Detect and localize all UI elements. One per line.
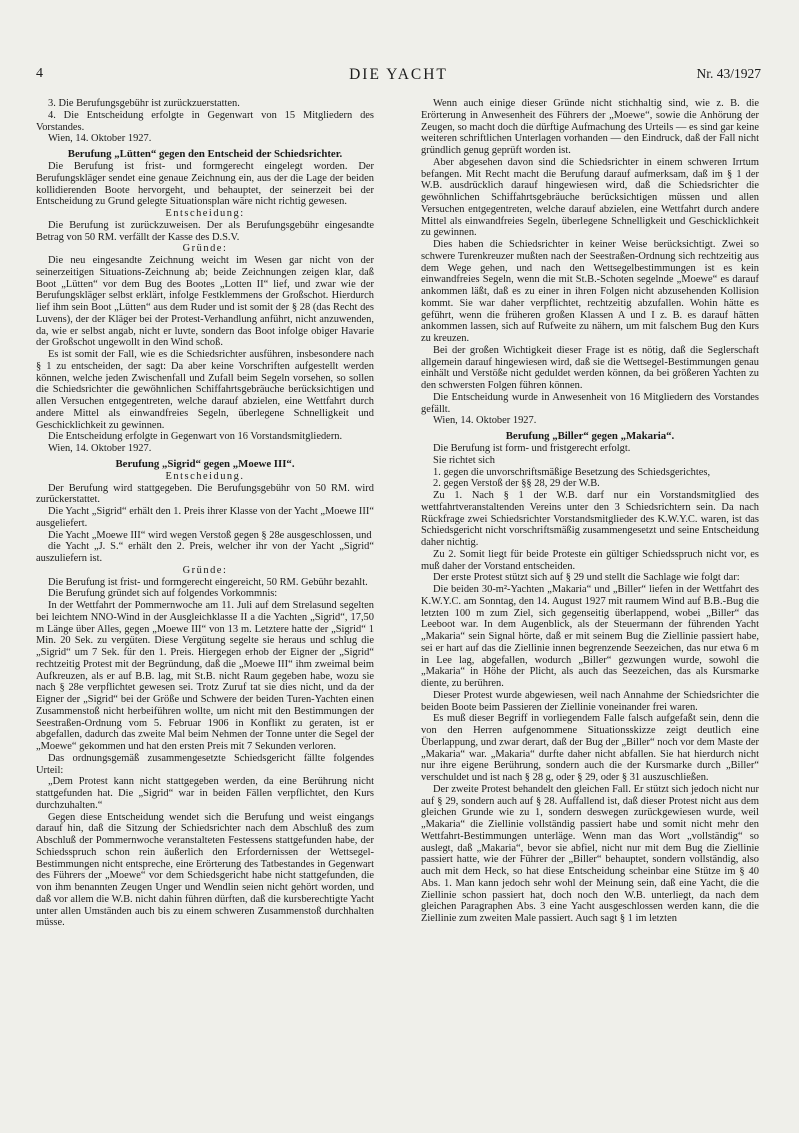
right-column (421, 98, 759, 1103)
paragraph: Wien, 14. Oktober 1927. (48, 443, 152, 454)
paragraph: Wien, 14. Oktober 1927. (48, 133, 152, 145)
paragraph: 3. Die Berufungsgebühr ist zurückzuerstatten. (48, 98, 240, 109)
paragraph: Dieser Protest wurde abgewiesen, weil nach Annahme der Schiedsrichter die beiden Boote beim Passieren der Ziellinie voneinander frei waren. (421, 689, 759, 713)
paragraph: Die Berufung ist zurückzuweisen. Der als Berufungsgebühr eingesandte Betrag von 50 RM. verfällt der Kasse des D.S.V. (36, 219, 374, 243)
paragraph: Es ist somit der Fall, wie es die Schiedsrichter ausführen, insbesondere nach § 1 zu entscheiden, der sagt: Da aber keine Vorschriften aufgestellt werden können, welche jeden Zwischenfall und Zufall beim Segeln vorsehen, so sollen die Schiedsrichter die gewöhnlichen Schiffahrtsgebräuche berücksichtigen und allen Versuchen entgegentreten, welche darauf abzielen, eine Wettfahrt durch andere Mittel als einwandfreies Segeln, überlegene Schnelligkeit und Geschicklichkeit zu gewinnen. (36, 349, 374, 431)
paragraph: Zu 2. Somit liegt für beide Proteste ein gültiger Schiedsspruch nicht vor, es muß daher der Vorstand entscheiden. (421, 548, 759, 572)
paragraph: Die Berufung gründet sich auf folgendes Vorkommnis: (48, 588, 278, 600)
paragraph: Die Entscheidung erfolgte in Gegenwart von 16 Vorstandsmitgliedern. (48, 431, 343, 443)
paragraph: Der zweite Protest behandelt den gleichen Fall. Er stützt sich jedoch nicht nur auf § 29, sondern auch auf § 28. Auffallend ist, daß dieser Protest nicht aus dem gleichen Grunde wie zu 1, sondern deswegen zurückgewiesen wurde, weil „Makaria“ die Ziellinie vollständig passiert habe und somit nicht mehr den Wettfahrt-Bestimmungen unterläge. Wenn man das Wort „vollständig“ so auslegt, daß „Makaria“, bevor sie abfiel, nicht nur mit dem Bug die Ziellinie passiert hatte, wie der Führer der „Biller“ behauptet, sondern vollständig, also auch mit dem Heck, so hat diese Entscheidung scheinbar eine Stütze im § 40 Abs. 1. Man kann jedoch sehr wohl der Meinung sein, daß eine Yacht, die die Ziellinie schon passiert hat, doch noch den W.B. unterliegt, da nach dem gleichen Paragraphen Abs. 3 eine Yacht ausgeschlossen werden kann, die die Ziellinie zum zweiten Male passiert. Auch sagt § 1 im letzten (421, 783, 759, 924)
paragraph: Die Yacht „Moewe III“ wird wegen Verstoß gegen § 28e ausgeschlossen, und (48, 529, 372, 541)
section-heading: Berufung „Biller“ gegen „Makaria“. (505, 430, 675, 442)
section-label: Entscheidung. (165, 470, 245, 482)
page-number: 4 (36, 66, 43, 81)
list-item: 1. gegen die unvorschriftsmäßige Besetzung des Schiedsgerichtes, (433, 466, 711, 478)
section-label: Gründe: (182, 564, 228, 576)
page-header (36, 66, 761, 86)
paragraph: Das ordnungsgemäß zusammengesetzte Schiedsgericht fällte folgendes Urteil: (36, 752, 374, 776)
paragraph: In der Wettfahrt der Pommernwoche am 11. Juli auf dem Strelasund segelten bei leichtem NNO-Wind in der Ausgleichklasse II a die Yachten „Sigrid“, 17,50 m Länge über Alles, gegen „Moewe III“ von 13 m. Letztere hatte der „Sigrid“ 1 Min. 20 Sek. zu vergüten. Diese Vergütung segelte sie heraus und schlug die „Sigrid“ um 7 Sek. für den 1. Preis. Hiergegen erhob der Eigner der „Sigrid“ rechtzeitig Protest mit der Begründung, daß die „Moewe III“ ihm zweimal beim Aufkreuzen, als er auf B.B. lag, mit St.B. nicht Raum gegeben habe, wozu sie nach § 28e verpflichtet gewesen sei. Trotz Zuruf tat sie dies nicht, und da der Eigner der „Sigrid“ bei der Größe und Schwere der beiden Turen-Yachten einen Zusammenstoß nicht herbeiführen wollte, um nicht mit den Bestimmungen der Seestraßen-Ordnung vom 5. Februar 1906 in Konflikt zu geraten, ist er abgefallen, dadurch das zweite Mal beim Nehmen der Tonne unter die Segel der „Moewe“ gekommen und hat den ersten Preis mit 7 Sekunden verloren. (36, 600, 374, 752)
list-item: 2. gegen Verstoß der §§ 28, 29 der W.B. (433, 478, 600, 490)
paragraph: Die beiden 30-m²-Yachten „Makaria“ und „Biller“ liefen in der Wettfahrt des K.W.Y.C. am Sonntag, den 14. August 1927 mit raumem Wind auf B.B.-Bug die letzten 100 m zum Ziel, sich gegenseitig überlappend, wobei „Biller“ das Leeboot war. In dem Augenblick, als der Steuermann der führenden Yacht „Makaria“ sein Signal hörte, daß er mit seinem Bug die Ziellinie passiert habe, sei er hart auf das die Ziellinie innen begrenzende Seezeichen, das nur etwa 6 m in Lee lag, abgefallen, wodurch „Biller“ gezwungen wurde, sowohl die „Makaria“ in Höhe der Plicht, als auch das Seezeichen, das als Kursmarke diente, zu berühren. (421, 584, 759, 689)
paragraph: Sie richtet sich (433, 454, 496, 466)
section-heading: Berufung „Lütten“ gegen den Entscheid der Schiedsrichter. (67, 148, 343, 160)
section-label: Gründe: (182, 243, 228, 255)
paragraph: Dies haben die Schiedsrichter in keiner Weise berücksichtigt. Zwei so schwere Turenkreuzer mußten nach der Seestraßen-Ordnung sich rechtzeitig aus dem Wege gehen, und nach den Wettsegelbestimmungen ist es kein einwandfreies Segeln, wenn die mit St.B.-Schoten segelnde „Moewe“ es darauf ankommen läßt, daß es zu einer in ihren Folgen nicht abzusehenden Kollision kommt. Sie war daher verpflichtet, rechtzeitig abzufallen. Wohin hätte es geführt, wenn die früheren großen Klassen A und I z. B. es darauf hätten ankommen lassen, sich auf Rufweite zu nähern, um mit falschem Bug den Kurs zu kreuzen. (421, 239, 759, 344)
paragraph: die Yacht „J. S.“ erhält den 2. Preis, welcher ihr von der Yacht „Sigrid“ auszuliefern ist. (36, 541, 374, 564)
paragraph: Wenn auch einige dieser Gründe nicht stichhaltig sind, wie z. B. die Erörterung in Anwesenheit des Führers der „Moewe“, sowie die Anhörung der Zeugen, so macht doch die dürftige Aufmachung des Urteils — es sind gar keine weiteren schriftlichen Unterlagen vorhanden — den Eindruck, daß der Fall nicht gründlich genug geprüft worden ist. (421, 98, 759, 156)
issue-number: Nr. 43/1927 (696, 66, 761, 81)
paragraph: „Dem Protest kann nicht stattgegeben werden, da eine Berührung nicht stattgefunden hat. Die „Sigrid“ war in beiden Fällen verpflichtet, den Kurs durchzuhalten.“ (36, 776, 374, 811)
paragraph: Die Berufung ist frist- und formgerecht eingelegt worden. Der Berufungskläger sendet eine genaue Zeichnung ein, aus der die Lage der beiden kollidierenden Boote hervorgeht, und behauptet, der seinerzeit bei der Entscheidung zu Grund gelegte Situationsplan wäre nicht richtig gewesen. (36, 161, 374, 208)
paragraph: Die Yacht „Sigrid“ erhält den 1. Preis ihrer Klasse von der Yacht „Moewe III“ ausgeliefert. (36, 506, 374, 529)
paragraph: Bei der großen Wichtigkeit dieser Frage ist es nötig, daß die Seglerschaft allgemein darauf hingewiesen wird, daß sie die Wettsegel-Bestimmungen genau einhält und Verstöße nicht geduldet werden können, da bei größeren Yachten zu den schwersten Folgen führen können. (421, 344, 759, 391)
publication-title: DIE YACHT (349, 66, 448, 83)
paragraph: Die neu eingesandte Zeichnung weicht im Wesen gar nicht von der seinerzeitigen Situations-Zeichnung ab; beide Zeichnungen zeigen klar, daß Boot „Lütten“ vor dem Bug des Bootes „Lotten II“ lief, und zwar wie der Berufungskläger selbst erklärt, infolge Festklemmens der Großschot. Hierdurch lief ihm sein Boot „Lütten“ aus dem Ruder und ist somit der § 28 (das Recht des Luvens), der der Kläger bei der Protest-Verhandlung anführt, nicht anzuwenden, da, wie er selbst angab, nicht er luvte, sondern das Boot infolge obiger Havarie der Großschot ungewollt in den Wind schoß. (36, 255, 374, 349)
section-label: Entscheidung: (165, 208, 245, 219)
paragraph: Zu 1. Nach § 1 der W.B. darf nur ein Vorstandsmitglied des wettfahrtveranstaltenden Vereins unter den 3 Schiedsrichtern sein. Da nach Rückfrage zwei Schiedsrichter Vorstandsmitglieder des K.W.Y.C. waren, ist das Schiedsgericht nicht vorschriftsmäßig zusammengesetzt und seine Entscheidung daher nichtig. (421, 490, 759, 548)
paragraph: 4. Die Entscheidung erfolgte in Gegenwart von 15 Mitgliedern des Vorstandes. (36, 109, 374, 133)
paragraph: Der erste Protest stützt sich auf § 29 und stellt die Sachlage wie folgt dar: (433, 572, 740, 584)
left-column (36, 98, 374, 1103)
paragraph: Es muß dieser Begriff in vorliegendem Falle falsch aufgefaßt sein, denn die von den Herren aufgenommene Situationsskizze zeigt deutlich eine Überlappung, und zwar derart, daß der Bug der „Biller“ noch vor dem Maste der „Makaria“ war. „Makaria“ durfte daher nicht abfallen. Sie hat hierdurch nicht nur ihre eigene Berührung, sondern auch die der Kursmarke durch „Biller“ verschuldet und ist nach § 28 g, oder § 29, oder § 31 auszuschließen. (421, 713, 759, 783)
paragraph: Der Berufung wird stattgegeben. Die Berufungsgebühr von 50 RM. wird zurückerstattet. (36, 482, 374, 506)
paragraph: Die Entscheidung wurde in Anwesenheit von 16 Mitgliedern des Vorstandes gefällt. (421, 391, 759, 415)
section-heading: Berufung „Sigrid“ gegen „Moewe III“. (115, 457, 295, 470)
paragraph: Aber abgesehen davon sind die Schiedsrichter in einem schweren Irrtum befangen. Mit Recht macht die Berufung darauf aufmerksam, daß im § 1 der W.B. ausdrücklich darauf hingewiesen wird, daß die Schiedsrichter die gewöhnlichen Schiffahrtsgebräuche berücksichtigen müssen und allen Versuchen entgegentreten, welche darauf abzielen, eine Wettfahrt durch andere Mittel als einwandfreies Segeln, überlegene Schnelligkeit und Geschicklichkeit zu gewinnen. (421, 156, 759, 239)
paragraph: Die Berufung ist form- und fristgerecht erfolgt. (433, 443, 631, 454)
paragraph: Wien, 14. Oktober 1927. (433, 415, 537, 427)
paragraph: Die Berufung ist frist- und formgerecht eingereicht, 50 RM. Gebühr bezahlt. (48, 576, 368, 588)
paragraph: Gegen diese Entscheidung wendet sich die Berufung und weist eingangs darauf hin, daß die Sitzung der Schiedsrichter nach dem Abschluß des zum Abschluß der Pommernwoche veranstalteten Festessens stattgefunden habe, der Schiedsspruch schon rein äußerlich den Erfordernissen der Wettsegel-Bestimmungen nicht entspreche, eine Erörterung des Tatbestandes in Gegenwart des Führers der „Moewe“ vor dem Schiedsgericht habe nicht stattgefunden, die von ihm benannten Zeugen Unger und Wendlin seien nicht gehört worden, und daß vor allem die W.B. nicht dahin führen dürften, daß die kursberechtigte Yacht unter allen Umständen auch bis zu einem schweren Zusammenstoß durchhalten müsse. (36, 811, 374, 929)
